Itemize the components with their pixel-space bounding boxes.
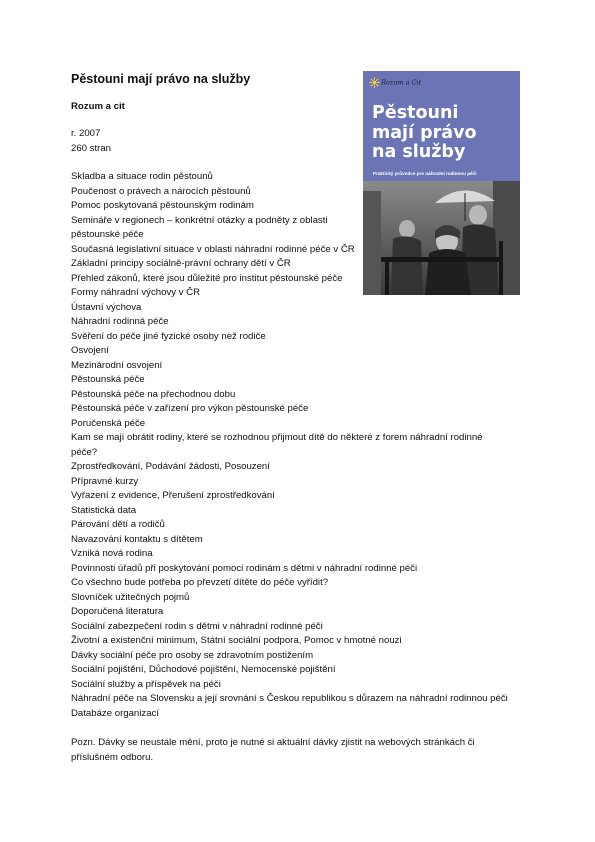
contents-item: Osvojení: [71, 345, 109, 356]
note-line: Pozn. Dávky se neustále mění, proto je nutné si aktuální dávky zjistit na webových stránkách či: [71, 737, 475, 748]
contents-item: Doporučená literatura: [71, 606, 164, 617]
contents-item: pěstounské péče: [71, 229, 144, 240]
contents-item: Párování dětí a rodičů: [71, 519, 165, 530]
contents-item: Náhradní rodinná péče: [71, 316, 169, 327]
contents-item: Dávky sociální péče pro osoby se zdravotním postižením: [71, 649, 314, 661]
contents-item: Náhradní péče na Slovensku a její srovnání s Českou republikou s důrazem na náhradní rodinnou péči: [71, 693, 508, 704]
cover-brand-text: Rozum a Cit: [381, 78, 422, 87]
cover-brand: [369, 77, 421, 88]
contents-item: péče?: [71, 446, 98, 458]
note-line: příslušném odboru.: [71, 751, 154, 763]
sun-icon: [369, 77, 380, 88]
contents-item: Zprostředkování, Podávání žádosti, Posouzení: [71, 461, 270, 472]
contents-item: Pomoc poskytovaná pěstounským rodinám: [71, 200, 254, 211]
contents-item: Poručenská péče: [71, 417, 146, 429]
contents-item: Statistická data: [71, 504, 137, 516]
contents-item: Skladba a situace rodin pěstounů: [71, 171, 213, 182]
cover-title-line: mají právo: [372, 122, 477, 143]
contents-item: Semináře v regionech – konkrétní otázky a podněty z oblasti: [71, 214, 328, 226]
contents-item: Pěstounská péče: [71, 374, 145, 385]
cover-title-line: Pěstouni: [372, 103, 459, 123]
document-title: Pěstouni mají právo na služby: [71, 72, 251, 86]
contents-item: Mezinárodní osvojení: [71, 359, 163, 371]
contents-item: Základní principy sociálně-právní ochrany dětí v ČR: [71, 258, 291, 269]
contents-item: Přípravné kurzy: [71, 475, 139, 487]
contents-item: Pěstounská péče na přechodnou dobu: [71, 388, 236, 400]
publication-info: [71, 127, 111, 156]
contents-item: Současná legislativní situace v oblasti náhradní rodinné péče v ČR: [71, 243, 355, 255]
contents-item: Ústavní výchova: [71, 301, 142, 313]
contents-item: Sociální služby a příspěvek na péči: [71, 678, 221, 690]
cover-subtitle: Praktický průvodce pro náhradní rodinnou péči: [373, 171, 477, 176]
page-count: 260 stran: [71, 142, 112, 154]
contents-item: Svěření do péče jiné fyzické osoby než rodiče: [71, 330, 266, 342]
contents-item: Formy náhradní výchovy v ČR: [71, 287, 201, 298]
cover-title-line: na služby: [372, 142, 466, 162]
contents-item: Pěstounská péče v zařízení pro výkon pěstounské péče: [71, 403, 309, 414]
contents-item: Vzniká nová rodina: [71, 548, 153, 559]
contents-item: Databáze organizací: [71, 707, 159, 719]
contents-item: Co všechno bude potřeba po převzetí dítěte do péče vyřídit?: [71, 577, 329, 588]
cover-title: [372, 104, 517, 163]
book-cover: [363, 71, 520, 295]
contents-item: Sociální zabezpečení rodin s dětmi v náhradní rodinné péči: [71, 620, 323, 632]
document-subtitle: Rozum a cit: [71, 101, 125, 112]
contents-item: Sociální pojištění, Důchodové pojištění, Nemocenské pojištění: [71, 664, 336, 675]
contents-item: Kam se mají obrátit rodiny, které se rozhodnou přijmout dítě do některé z forem náhradní rodinné: [71, 432, 483, 443]
contents-item: Poučenost o právech a nárocích pěstounů: [71, 185, 251, 197]
contents-item: Přehled zákonů, které jsou důležité pro institut pěstounské péče: [71, 272, 343, 284]
contents-item: Slovníček užitečných pojmů: [71, 591, 190, 603]
cover-photo: [363, 181, 520, 295]
note: [71, 736, 521, 765]
contents-item: Životní a existenční minimum, Státní sociální podpora, Pomoc v hmotné nouzi: [71, 635, 402, 646]
publication-year: r. 2007: [71, 128, 101, 139]
contents-item: Navazování kontaktu s dítětem: [71, 533, 203, 545]
contents-item: Povinnosti úřadů při poskytování pomoci rodinám s dětmi v náhradní rodinné péči: [71, 562, 418, 574]
contents-item: Vyřazení z evidence, Přerušení zprostředkování: [71, 490, 275, 501]
